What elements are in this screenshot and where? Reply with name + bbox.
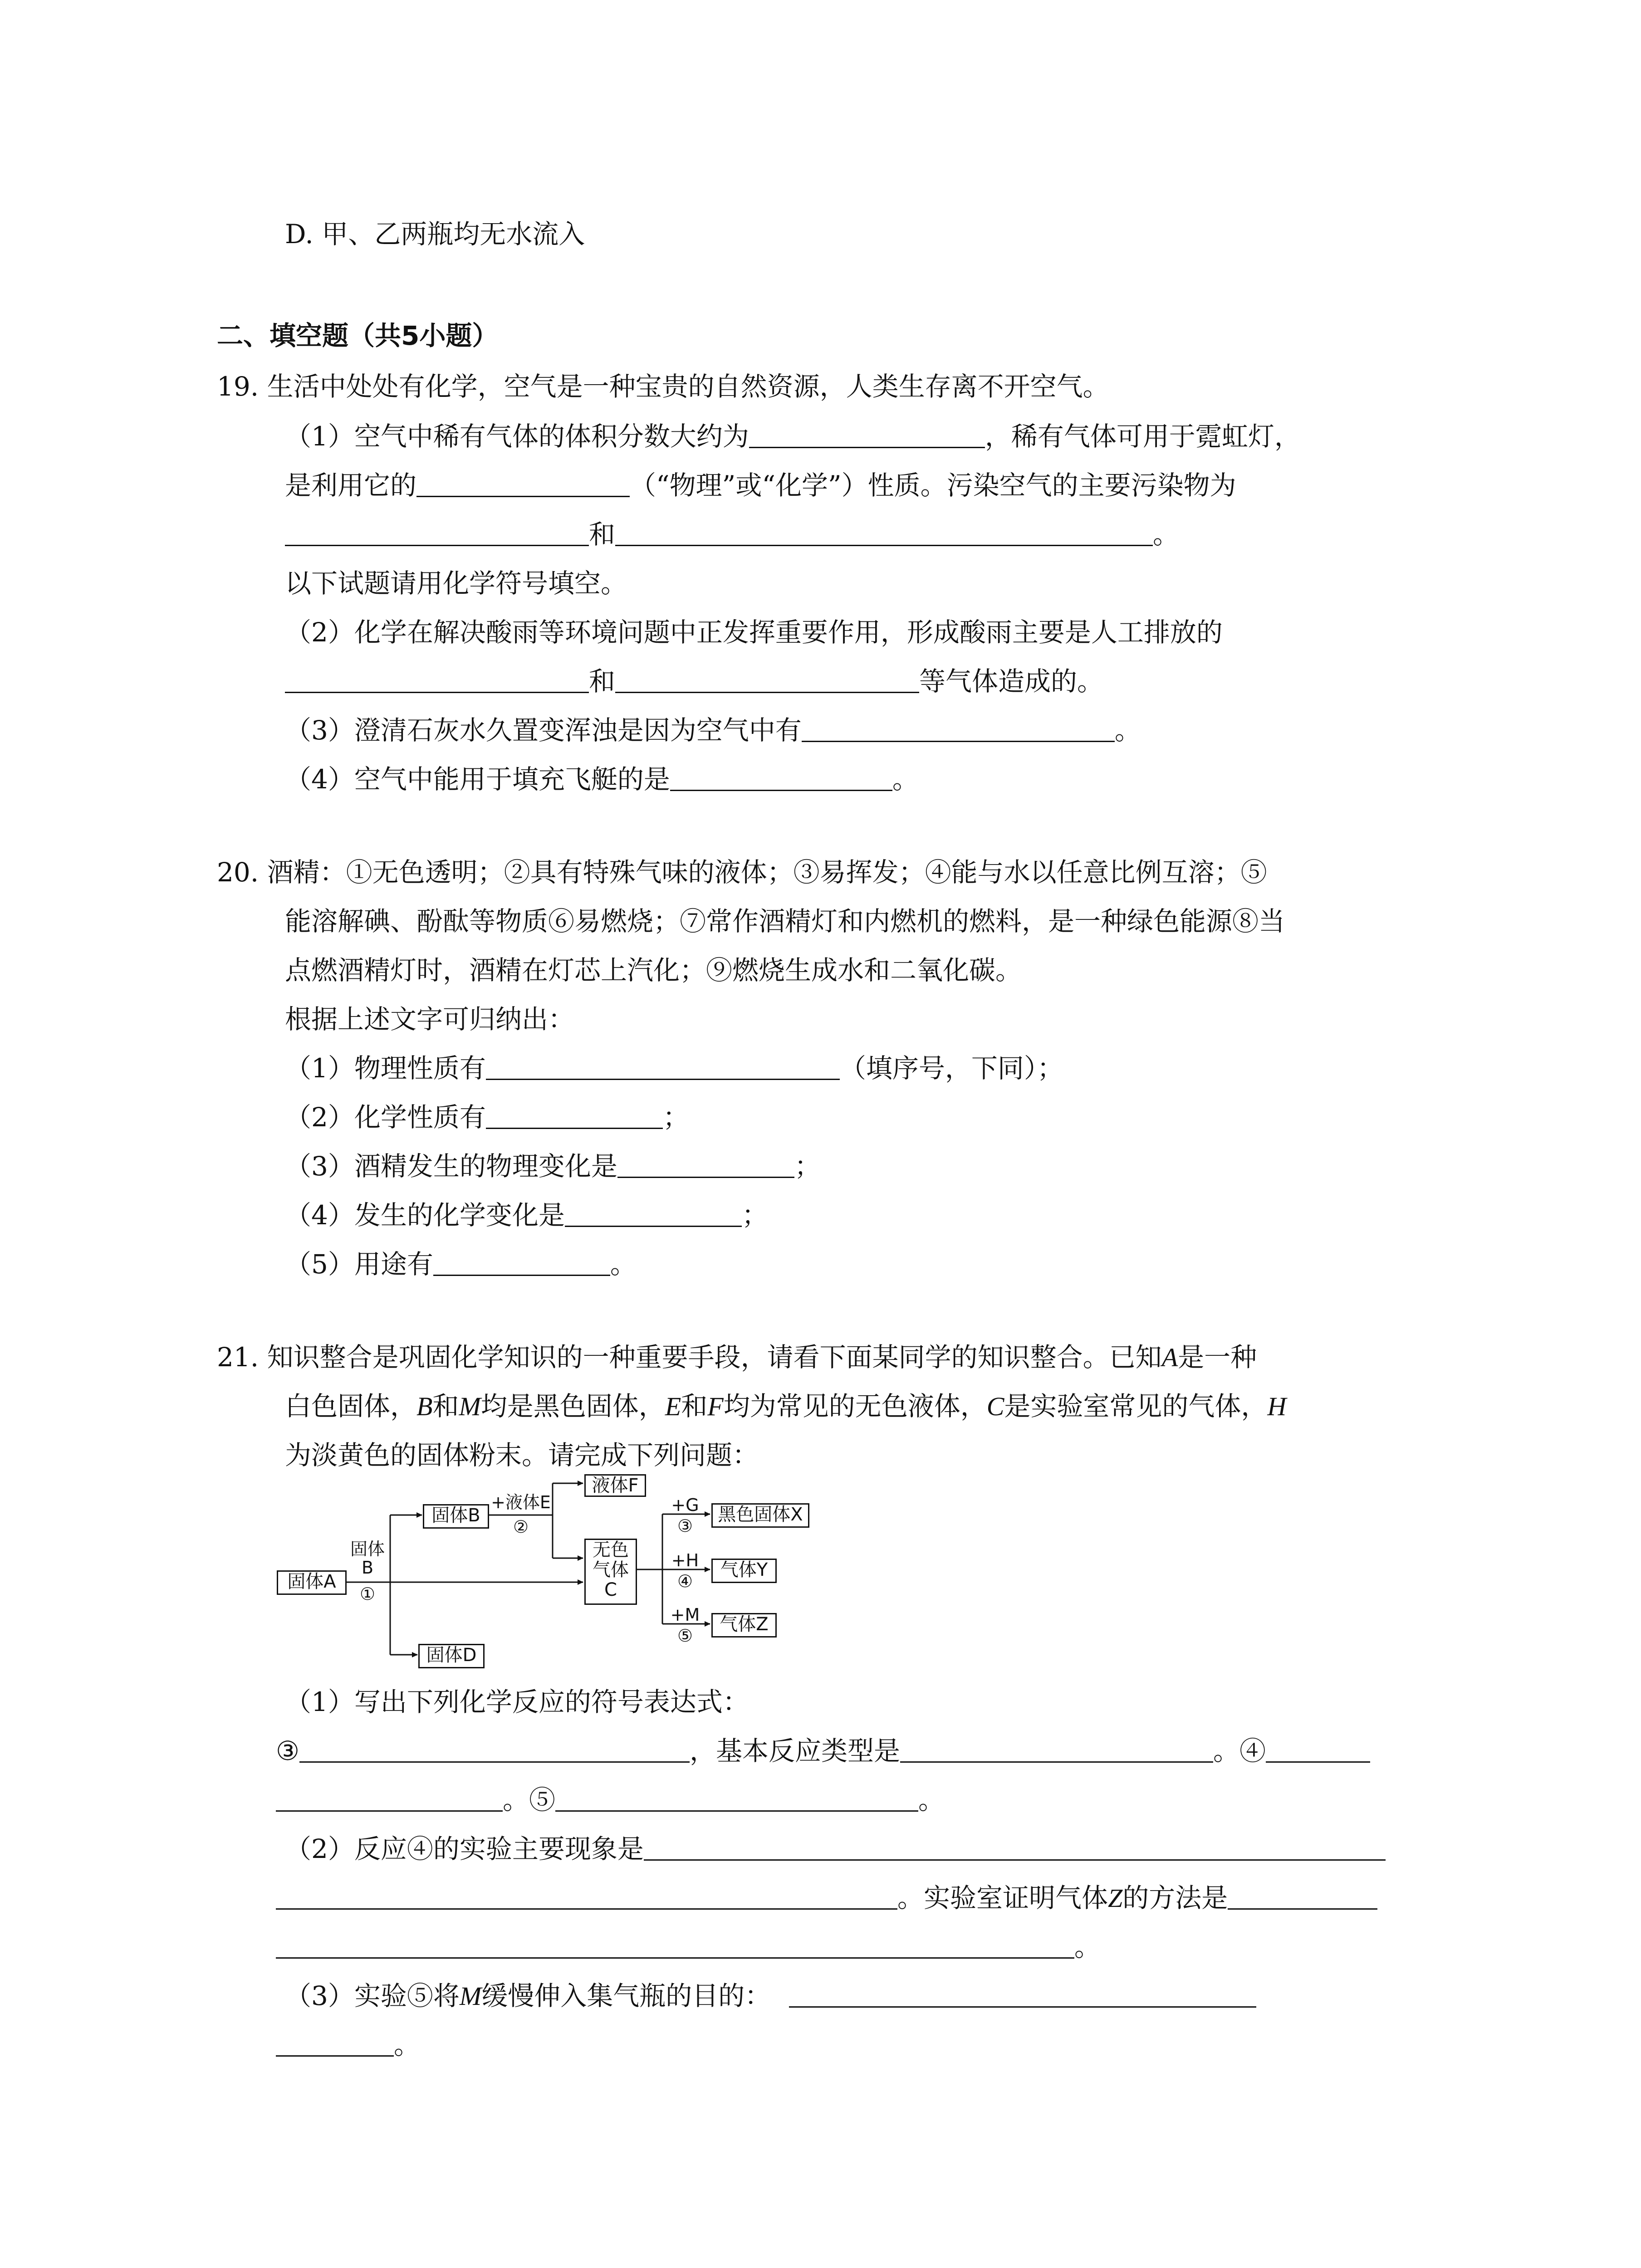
q19-p1-text-b: ，稀有气体可用于霓虹灯， <box>985 421 1301 452</box>
q21-l2-text-e: 均为常见的无色液体， <box>723 1391 987 1422</box>
q21-blank-purpose-a[interactable] <box>789 1979 1256 2008</box>
q21-p1-text-a: ③ <box>276 1735 299 1766</box>
q21-l2-text-d: 和 <box>681 1391 708 1422</box>
q19-p1-text-a: （1）空气中稀有气体的体积分数大约为 <box>285 421 749 452</box>
q20-p1-text-a: （1）物理性质有 <box>285 1053 486 1084</box>
label-solid: 固体 <box>350 1539 385 1559</box>
q20-blank-chemical-change[interactable] <box>565 1198 742 1227</box>
q20-part1 <box>285 1050 1063 1086</box>
q21-blank-eq3[interactable] <box>299 1734 690 1763</box>
q21-line2 <box>285 1388 1286 1425</box>
q20-blank-physical-change[interactable] <box>617 1149 794 1178</box>
q19-part2-line2 <box>285 663 1103 699</box>
q19-blank-pollutant-1[interactable] <box>285 518 589 546</box>
q21-blank-eq4-b[interactable] <box>276 1783 503 1812</box>
label-g: +G <box>671 1495 699 1515</box>
q21-p2-text-a: （2）反应④的实验主要现象是 <box>285 1833 644 1864</box>
q19-p4-text-b: 。 <box>892 764 919 795</box>
q20-line1: 20. 酒精：①无色透明；②具有特殊气味的液体；③易挥发；④能与水以任意比例互溶；⑤ <box>217 857 1267 888</box>
q19-p1-text-e: 和 <box>589 519 616 550</box>
box-solid-a: 固体A <box>277 1570 347 1595</box>
q19-p2-text-b: 和 <box>589 666 616 697</box>
q21-part1-line2 <box>276 1782 945 1818</box>
q20-line3: 点燃酒精灯时，酒精在灯芯上汽化；⑨燃烧生成水和二氧化碳。 <box>285 955 1022 986</box>
q20-p5-text-a: （5）用途有 <box>285 1249 433 1280</box>
q20-p4-text-b: ； <box>741 1200 768 1231</box>
q21-blank-eq5[interactable] <box>555 1783 918 1812</box>
q20-line2: 能溶解碘、酚酞等物质⑥易燃烧；⑦常作酒精灯和内燃机的燃料，是一种绿色能源⑧当 <box>285 906 1285 937</box>
q19-blank-limewater[interactable] <box>802 714 1115 742</box>
q21-l1-text-a: 21. 知识整合是巩固化学知识的一种重要手段，请看下面某同学的知识整合。已知 <box>217 1342 1162 1373</box>
q19-part4 <box>285 761 919 797</box>
label-liquid-e: +液体E <box>491 1492 551 1512</box>
q21-var-h: H <box>1267 1392 1287 1421</box>
q19-note: 以下试题请用化学符号填空。 <box>285 568 627 599</box>
q21-part1-title: （1）写出下列化学反应的符号表达式： <box>285 1686 749 1717</box>
q20-p4-text-a: （4）发生的化学变化是 <box>285 1200 565 1231</box>
q19-p1-text-c: 是利用它的 <box>285 470 417 501</box>
q21-p1-text-b: ，基本反应类型是 <box>690 1735 901 1766</box>
q19-p4-text-a: （4）空气中能用于填充飞艇的是 <box>285 764 670 795</box>
q19-blank-pollutant-2[interactable] <box>615 518 1153 546</box>
q20-part4 <box>285 1197 768 1233</box>
box-solid-b: 固体B <box>423 1504 489 1529</box>
q19-part1-line1 <box>285 418 1301 455</box>
box-liquid-f: 液体F <box>584 1474 646 1497</box>
q21-blank-eq4-a[interactable] <box>1266 1734 1370 1763</box>
q19-part1-line3 <box>285 516 1179 552</box>
q21-l2-text-f: 是实验室常见的气体， <box>1004 1391 1268 1422</box>
q21-blank-phenomenon-b[interactable] <box>276 1881 897 1910</box>
q21-part3-line1 <box>285 1978 1256 2014</box>
q21-blank-test-method-b[interactable] <box>276 1930 1074 1959</box>
q19-p1-text-f: 。 <box>1153 519 1180 550</box>
label-step-4: ④ <box>677 1571 693 1591</box>
q20-blank-uses[interactable] <box>433 1247 610 1276</box>
q21-var-f: F <box>707 1392 724 1421</box>
label-step-3: ③ <box>677 1516 693 1536</box>
gas-c-line3: C <box>604 1579 617 1600</box>
q21-var-a: A <box>1161 1343 1178 1372</box>
q21-p1-text-e: 。 <box>918 1784 945 1815</box>
q19-blank-acid-gas-2[interactable] <box>615 665 919 693</box>
q20-blank-chemical-properties[interactable] <box>486 1100 663 1129</box>
label-step-1: ① <box>359 1584 376 1604</box>
q21-var-m: M <box>459 1392 481 1421</box>
box-gas-z: 气体Z <box>711 1613 777 1637</box>
q20-line4: 根据上述文字可归纳出： <box>285 1004 575 1035</box>
q19-p3-text-b: 。 <box>1114 715 1141 746</box>
q21-var-m-2: M <box>459 1981 482 2011</box>
q19-blank-property-type[interactable] <box>416 469 630 497</box>
q21-blank-test-method-a[interactable] <box>1228 1881 1377 1910</box>
q21-line1 <box>217 1339 1257 1376</box>
q19-part1-line2 <box>285 467 1236 503</box>
label-step-2: ② <box>513 1517 529 1537</box>
q21-p3-text-c: 。 <box>394 2029 421 2060</box>
q20-p1-text-b: （填序号，下同）； <box>839 1053 1063 1084</box>
q21-p2-text-c: 的方法是 <box>1122 1882 1228 1913</box>
q19-blank-rare-gas-fraction[interactable] <box>749 420 985 448</box>
q19-blank-airship-gas[interactable] <box>670 763 892 791</box>
q21-p3-text-a: （3）实验⑤将 <box>285 1980 460 2011</box>
q21-part2-line2 <box>276 1880 1377 1916</box>
gas-c-line1: 无色 <box>593 1540 629 1560</box>
q20-p3-text-b: ； <box>794 1151 821 1182</box>
label-step-5: ⑤ <box>677 1626 693 1646</box>
q21-p3-text-b: 缓慢伸入集气瓶的目的： <box>481 1980 771 2011</box>
q20-part2 <box>285 1099 689 1135</box>
q21-p1-text-c: 。④ <box>1213 1735 1266 1766</box>
label-h: +H <box>671 1550 699 1570</box>
q19-blank-acid-gas-1[interactable] <box>285 665 589 693</box>
q21-part1-line1 <box>276 1733 1370 1769</box>
q21-var-b: B <box>416 1392 433 1421</box>
q19-p2-text-c: 等气体造成的。 <box>919 666 1104 697</box>
q20-p5-text-b: 。 <box>610 1249 637 1280</box>
q21-l2-text-b: 和 <box>432 1391 459 1422</box>
q21-l2-text-a: 白色固体， <box>285 1391 417 1422</box>
section-title: 二、填空题（共5小题） <box>217 320 499 351</box>
gas-c-line2: 气体 <box>593 1559 629 1580</box>
label-b: B <box>361 1558 374 1578</box>
box-gas-c <box>584 1539 637 1605</box>
q21-part2-line1 <box>285 1831 1386 1867</box>
q21-var-z: Z <box>1108 1883 1123 1913</box>
reaction-diagram <box>272 1474 839 1678</box>
q20-p3-text-a: （3）酒精发生的物理变化是 <box>285 1151 617 1182</box>
q19-p3-text-a: （3）澄清石灰水久置变浑浊是因为空气中有 <box>285 715 802 746</box>
q20-part5 <box>285 1246 637 1282</box>
q21-l1-text-b: 是一种 <box>1178 1342 1257 1373</box>
q21-p2-text-b: 。实验室证明气体 <box>897 1882 1108 1913</box>
q20-blank-physical-properties[interactable] <box>486 1051 840 1080</box>
q21-var-c: C <box>986 1392 1004 1421</box>
box-black-solid-x: 黑色固体X <box>711 1503 809 1528</box>
q21-line3: 为淡黄色的固体粉末。请完成下列问题： <box>285 1440 759 1471</box>
q21-p2-text-d: 。 <box>1074 1931 1101 1962</box>
q21-part3-line2 <box>276 2027 420 2063</box>
q21-blank-purpose-b[interactable] <box>276 2028 394 2057</box>
label-m: +M <box>670 1605 700 1625</box>
q19-p1-text-d: （“物理”或“化学”）性质。污染空气的主要污染物为 <box>630 470 1236 501</box>
q20-p2-text-b: ； <box>662 1102 689 1133</box>
q21-part2-line3 <box>276 1929 1101 1965</box>
q19-stem: 19. 生活中处处有化学，空气是一种宝贵的自然资源，人类生存离不开空气。 <box>217 371 1109 402</box>
q19-part3 <box>285 712 1141 748</box>
q21-blank-phenomenon-a[interactable] <box>644 1832 1386 1861</box>
box-solid-d: 固体D <box>418 1644 485 1668</box>
q21-blank-reaction-type[interactable] <box>900 1734 1213 1763</box>
option-d: D. 甲、乙两瓶均无水流入 <box>285 219 585 249</box>
q20-p2-text-a: （2）化学性质有 <box>285 1102 486 1133</box>
q21-var-e: E <box>665 1392 681 1421</box>
box-gas-y: 气体Y <box>711 1559 777 1583</box>
q21-l2-text-c: 均是黑色固体， <box>480 1391 665 1422</box>
q21-p1-text-d: 。⑤ <box>503 1784 556 1815</box>
q20-part3 <box>285 1148 821 1184</box>
q19-part2-line1: （2）化学在解决酸雨等环境问题中正发挥重要作用，形成酸雨主要是人工排放的 <box>285 617 1223 648</box>
